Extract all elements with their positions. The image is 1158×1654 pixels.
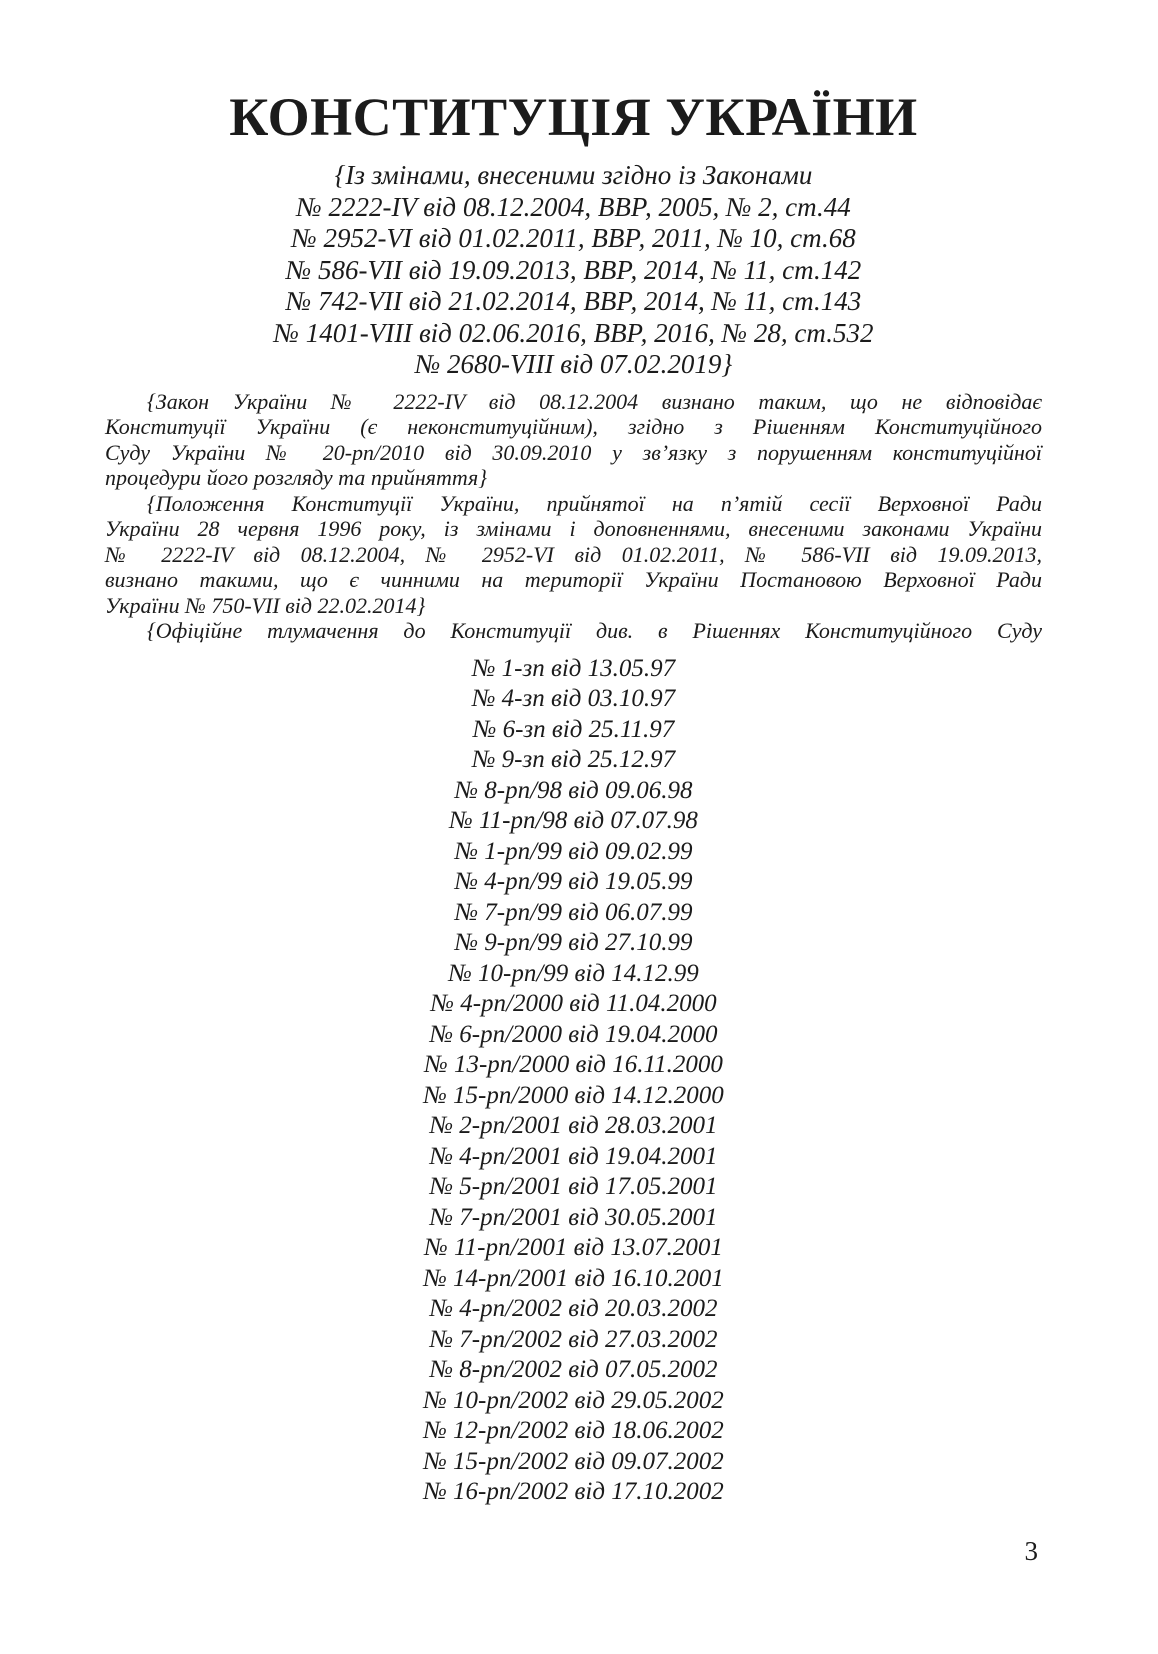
court-ruling-line: № 11-рп/2001 від 13.07.2001	[424, 1234, 723, 1261]
amendment-line: {Із змінами, внесеними згідно із Законами	[334, 160, 813, 190]
court-ruling-line: № 7-рп/99 від 06.07.99	[454, 898, 693, 926]
court-ruling-line: № 10-рп/99 від 14.12.99	[448, 959, 699, 987]
court-ruling-line: № 9-зп від 25.12.97	[471, 746, 676, 773]
court-ruling-line: № 15-рп/2000 від 14.12.2000	[423, 1081, 724, 1109]
court-ruling-line: № 1-рп/99 від 09.02.99	[454, 837, 693, 865]
court-ruling-line: № 12-рп/2002 від 18.06.2002	[423, 1417, 724, 1444]
court-ruling-line: № 16-рп/2002 від 17.10.2002	[423, 1478, 724, 1505]
court-ruling-line: № 8-рп/2002 від 07.05.2002	[429, 1356, 718, 1383]
court-ruling-line: № 10-рп/2002 від 29.05.2002	[423, 1386, 724, 1414]
court-ruling-line: № 11-рп/98 від 07.07.98	[449, 807, 698, 834]
court-ruling-line: № 7-рп/2002 від 27.03.2002	[429, 1325, 718, 1353]
court-ruling-line: № 7-рп/2001 від 30.05.2001	[429, 1203, 718, 1231]
court-rulings-list	[105, 654, 1042, 1508]
court-ruling-line: № 1-зп від 13.05.97	[471, 654, 676, 682]
court-ruling-line: № 4-рп/2001 від 19.04.2001	[429, 1142, 718, 1170]
note-line: України 28 червня 1996 року, із змінами і доповненнями, внесеними законами України	[105, 516, 1042, 541]
court-ruling-line: № 9-рп/99 від 27.10.99	[454, 929, 693, 956]
court-ruling-line: № 2-рп/2001 від 28.03.2001	[429, 1112, 718, 1139]
notes-block	[105, 389, 1042, 644]
note-line: Суду України № 20-рп/2010 від 30.09.2010 у зв’язку з порушенням конституційної	[105, 439, 1042, 465]
note-line: {Закон України № 2222-IV від 08.12.2004 визнано таким, що не відповідає	[147, 388, 1042, 414]
amendment-line: № 586-VII від 19.09.2013, ВВР, 2014, № 11, ст.142	[285, 254, 862, 285]
amendment-line: № 2952-VI від 01.02.2011, ВВР, 2011, № 10, ст.68	[291, 223, 856, 253]
amendment-line: № 2680-VIII від 07.02.2019}	[414, 349, 733, 379]
note-line: визнано такими, що є чинними на території України Постановою Верховної Ради	[105, 567, 1042, 592]
court-ruling-line: № 6-зп від 25.11.97	[472, 715, 675, 743]
court-ruling-line: № 4-рп/2000 від 11.04.2000	[430, 990, 717, 1017]
note-line: {Положення Конституції України, прийнятої на п’ятій сесії Верховної Ради	[147, 490, 1042, 516]
court-ruling-line: № 8-рп/98 від 09.06.98	[454, 776, 693, 804]
court-ruling-line: № 13-рп/2000 від 16.11.2000	[424, 1051, 723, 1078]
note-line: Конституції України (є неконституційним), згідно з Рішенням Конституційного	[105, 414, 1042, 439]
document-title: КОНСТИТУЦІЯ УКРАЇНИ	[229, 87, 918, 147]
court-ruling-line: № 4-зп від 03.10.97	[471, 685, 676, 712]
court-ruling-line: № 4-рп/99 від 19.05.99	[454, 868, 693, 895]
note-line: процедури його розгляду та прийняття}	[105, 465, 488, 490]
page-content	[105, 0, 1042, 1508]
amendment-line: № 1401-VIII від 02.06.2016, ВВР, 2016, № 28, ст.532	[273, 317, 874, 348]
court-ruling-line: № 6-рп/2000 від 19.04.2000	[429, 1020, 718, 1048]
amendment-line: № 2222-IV від 08.12.2004, ВВР, 2005, № 2, ст.44	[296, 191, 851, 222]
amendments-block	[105, 160, 1042, 381]
note-line: № 2222-IV від 08.12.2004, № 2952-VI від 01.02.2011, № 586-VII від 19.09.2013,	[105, 541, 1042, 567]
court-ruling-line: № 5-рп/2001 від 17.05.2001	[429, 1173, 718, 1200]
court-ruling-line: № 14-рп/2001 від 16.10.2001	[423, 1264, 724, 1292]
amendment-line: № 742-VII від 21.02.2014, ВВР, 2014, № 11, ст.143	[285, 286, 862, 316]
note-line: {Офіційне тлумачення до Конституції див. в Рішеннях Конституційного Суду	[147, 618, 1042, 643]
page-number: 3	[1024, 1536, 1038, 1566]
court-ruling-line: № 4-рп/2002 від 20.03.2002	[429, 1295, 718, 1322]
court-ruling-line: № 15-рп/2002 від 09.07.2002	[423, 1447, 724, 1475]
note-line: України № 750-VII від 22.02.2014}	[105, 592, 426, 618]
